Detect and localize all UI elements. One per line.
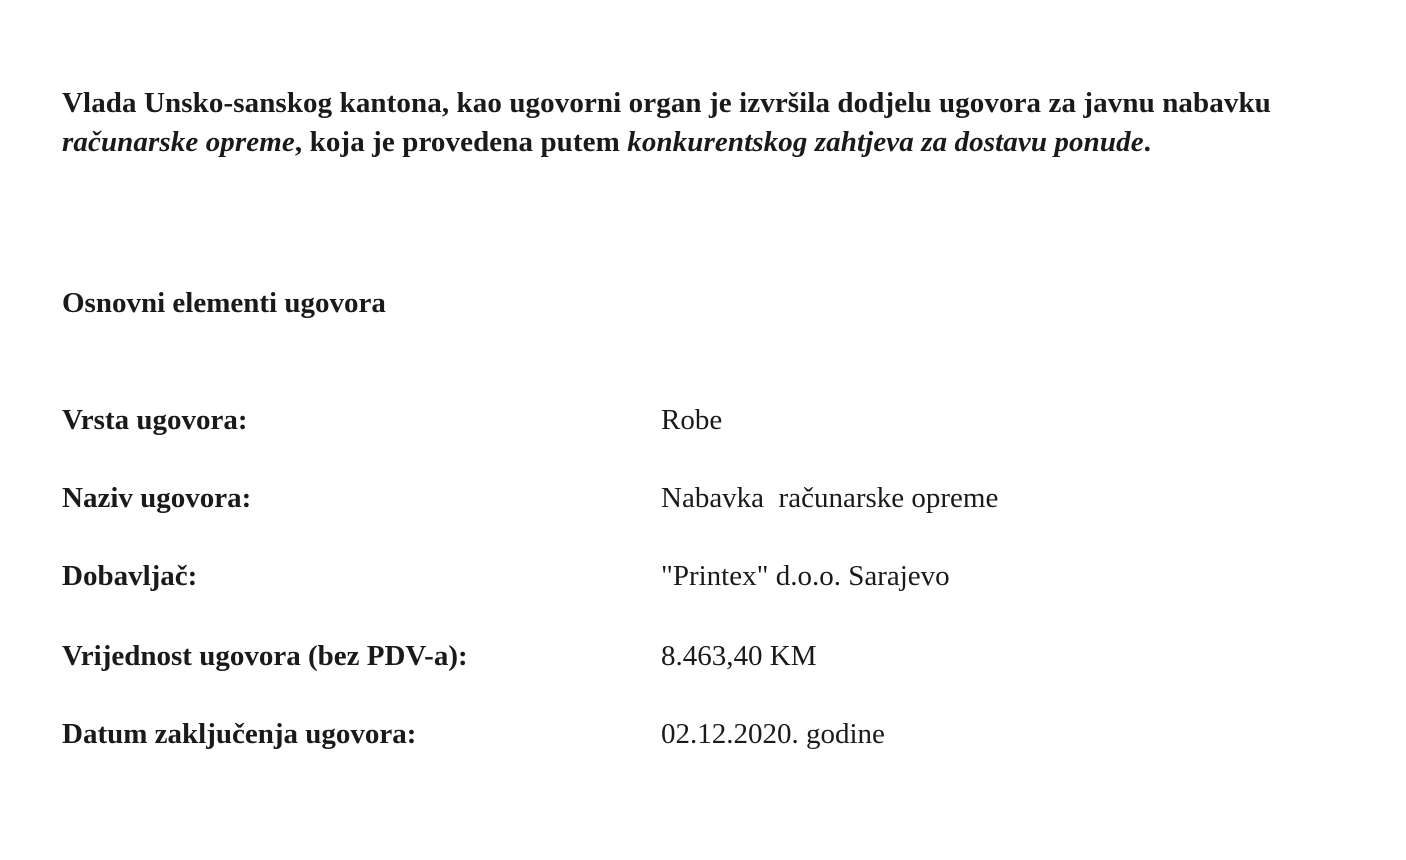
section-heading: Osnovni elementi ugovora [62, 287, 386, 319]
intro-paragraph [62, 84, 1352, 161]
contract-value-label: Vrijednost ugovora (bez PDV-a): [62, 640, 468, 672]
conclusion-date-row [62, 714, 1362, 754]
contract-value-row [62, 636, 1362, 676]
contract-type-value: Robe [661, 404, 723, 436]
intro-text-part3: . [1143, 125, 1152, 158]
intro-italic-procurement-subject: računarske opreme [62, 125, 295, 158]
contract-name-row [62, 478, 1362, 518]
intro-italic-procedure-type: konkurentskog zahtjeva za dostavu ponude [627, 125, 1144, 158]
intro-text-part1: Vlada Unsko-sanskog kantona, kao ugovorni organ je izvršila dodjelu ugovora za javnu nabavku [62, 87, 1271, 119]
contract-type-label: Vrsta ugovora: [62, 404, 248, 436]
contract-name-value: Nabavka računarske opreme [661, 482, 999, 514]
contract-type-row [62, 400, 1362, 440]
contract-value-amount: 8.463,40 KM [661, 640, 817, 672]
intro-text-part2: , koja je provedena putem [294, 125, 628, 158]
supplier-row [62, 556, 1362, 596]
conclusion-date-value: 02.12.2020. godine [661, 718, 885, 750]
conclusion-date-label: Datum zaključenja ugovora: [62, 718, 417, 750]
supplier-label: Dobavljač: [62, 560, 198, 592]
supplier-value: "Printex" d.o.o. Sarajevo [661, 560, 950, 592]
contract-name-label: Naziv ugovora: [62, 482, 252, 514]
